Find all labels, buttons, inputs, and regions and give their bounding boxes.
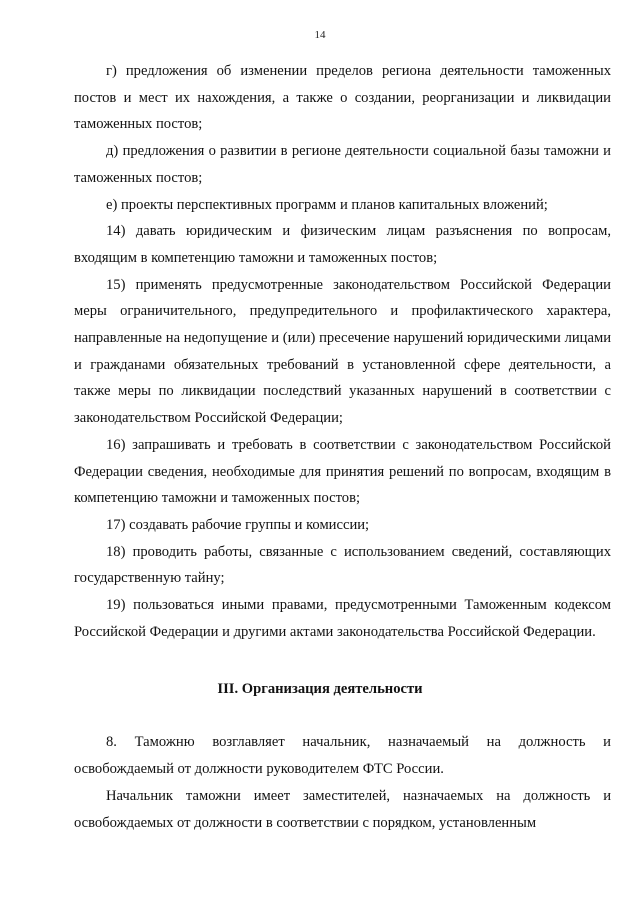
list-item: 14) давать юридическим и физическим лицам разъяснения по вопросам, входящим в компетенцию таможни и таможенных постов; — [74, 223, 611, 266]
paragraph: 8. Таможню возглавляет начальник, назначаемый на должность и освобождаемый от должности руководителем ФТС России. — [74, 734, 611, 777]
list-item: 17) создавать рабочие группы и комиссии; — [106, 516, 370, 533]
list-item: 18) проводить работы, связанные с использованием сведений, составляющих государственную тайну; — [74, 543, 611, 587]
page-number: 14 — [314, 29, 326, 41]
paragraph: Начальник таможни имеет заместителей, назначаемых на должность и освобождаемых от должности в соответствии с порядком, установленным — [74, 788, 611, 831]
list-item: г) предложения об изменении пределов региона деятельности таможенных постов и мест их нахождения, а также о создании, реорганизации и ликвидации таможенных постов; — [74, 63, 611, 133]
section-body — [74, 729, 611, 837]
rights-list — [74, 58, 611, 645]
list-item: 16) запрашивать и требовать в соответствии с законодательством Российской Федерации сведения, необходимые для принятия решений по вопросам, входящим в компетенцию таможни и таможенных постов; — [74, 436, 611, 507]
list-item: 19) пользоваться иными правами, предусмотренными Таможенным кодексом Российской Федерации и другими актами законодательства Российской Федерации. — [74, 597, 611, 640]
list-item: д) предложения о развитии в регионе деятельности социальной базы таможни и таможенных постов; — [74, 143, 611, 186]
list-item: е) проекты перспективных программ и планов капитальных вложений; — [106, 196, 548, 213]
list-item: 15) применять предусмотренные законодательством Российской Федерации меры ограничительного, предупредительного и профилактического характера, направленные на недопущение и (или) пресечение нарушений юридическими лицами и гражданами обязательных требований в установленной сфере деятельности, а также меры по ликвидации последствий указанных нарушений в соответствии с законодательством Российской Федерации; — [74, 276, 611, 427]
section-heading: III. Организация деятельности — [217, 681, 423, 697]
